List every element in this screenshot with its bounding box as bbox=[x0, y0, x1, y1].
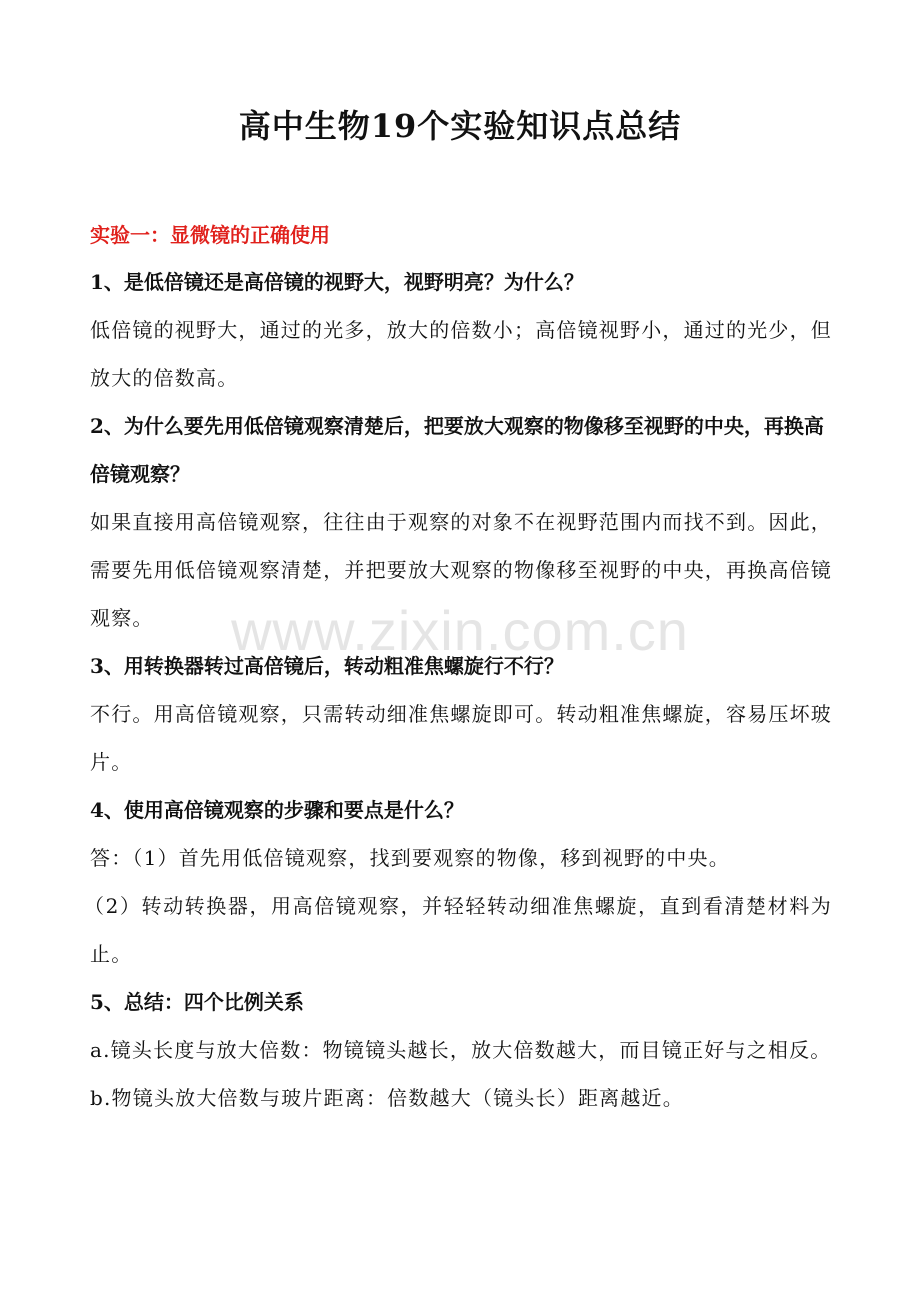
document-title: 高中生物19个实验知识点总结 bbox=[238, 107, 682, 145]
question-2: 2、为什么要先用低倍镜观察清楚后，把要放大观察的物像移至视野的中央，再换高倍镜观察？ bbox=[90, 414, 824, 486]
question-3: 3、用转换器转过高倍镜后，转动粗准焦螺旋行不行？ bbox=[90, 654, 564, 678]
answer-5-a: a.镜头长度与放大倍数：物镜镜头越长，放大倍数越大，而目镜正好与之相反。 bbox=[90, 1038, 832, 1062]
answer-1: 低倍镜的视野大，通过的光多，放大的倍数小；高倍镜视野小，通过的光少，但放大的倍数高。 bbox=[90, 318, 832, 390]
question-4: 4、使用高倍镜观察的步骤和要点是什么？ bbox=[90, 798, 464, 822]
question-5: 5、总结：四个比例关系 bbox=[90, 990, 304, 1014]
answer-2: 如果直接用高倍镜观察，往往由于观察的对象不在视野范围内而找不到。因此，需要先用低倍镜观察清楚，并把要放大观察的物像移至视野的中央，再换高倍镜观察。 bbox=[90, 510, 832, 630]
watermark-text: www.zixin.com.cn bbox=[231, 599, 689, 662]
question-1: 1、是低倍镜还是高倍镜的视野大，视野明亮？为什么？ bbox=[90, 270, 584, 294]
section-heading: 实验一：显微镜的正确使用 bbox=[90, 223, 330, 247]
answer-4-step-2: （2）转动转换器，用高倍镜观察，并轻轻转动细准焦螺旋，直到看清楚材料为止。 bbox=[84, 894, 832, 966]
document-body bbox=[84, 212, 832, 1122]
answer-4-step-1: 答：（1）首先用低倍镜观察，找到要观察的物像，移到视野的中央。 bbox=[90, 846, 730, 870]
answer-3: 不行。用高倍镜观察，只需转动细准焦螺旋即可。转动粗准焦螺旋，容易压坏玻片。 bbox=[90, 702, 832, 774]
answer-5-b: b.物镜头放大倍数与玻片距离：倍数越大（镜头长）距离越近。 bbox=[90, 1086, 684, 1110]
